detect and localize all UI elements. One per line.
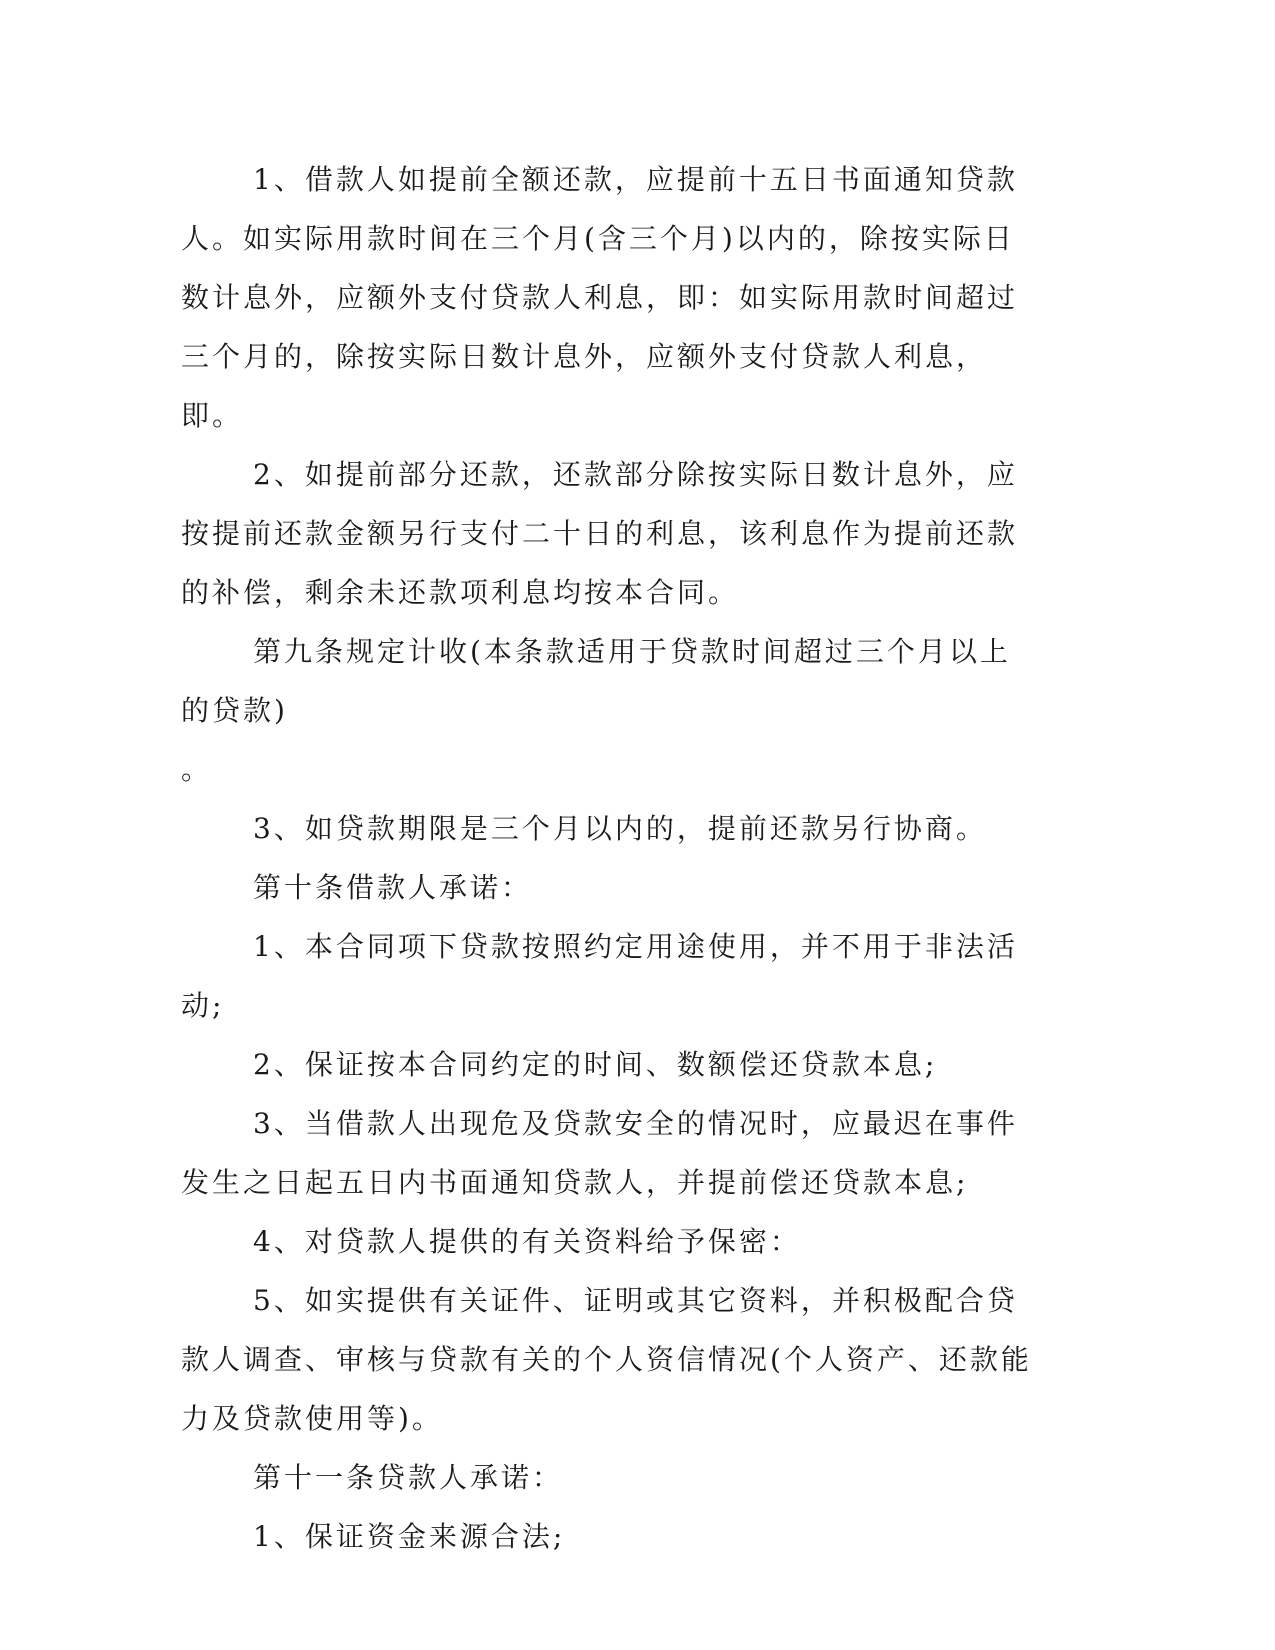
paragraph-prepayment-partial: 2、如提前部分还款，还款部分除按实际日数计息外，应按提前还款金额另行支付二十日的利息，该利息作为提前还款的补偿，剩余未还款项利息均按本合同。 xyxy=(181,458,1019,609)
list-item-borrower-1: 1、本合同项下贷款按照约定用途使用，并不用于非法活动; xyxy=(181,930,1018,1022)
list-item-lender-1: 1、保证资金来源合法; xyxy=(253,1520,566,1553)
paragraph-trailing-period: 。 xyxy=(181,753,213,786)
list-item-borrower-5: 5、如实提供有关证件、证明或其它资料，并积极配合贷款人调查、审核与贷款有关的个人资信情况(个人资产、还款能力及贷款使用等)。 xyxy=(181,1284,1032,1435)
heading-article-10: 第十条借款人承诺： xyxy=(253,871,533,904)
list-item-borrower-2: 2、保证按本合同约定的时间、数额偿还贷款本息; xyxy=(253,1048,938,1081)
paragraph-prepayment-full: 1、借款人如提前全额还款，应提前十五日书面通知贷款人。如实际用款时间在三个月(含三个月)以内的，除按实际日数计息外，应额外支付贷款人利息，即：如实际用款时间超过三个月的，除按实际日数计息外，应额外支付贷款人利息，即。 xyxy=(181,163,1019,432)
paragraph-article-9-clause: 第九条规定计收(本条款适用于贷款时间超过三个月以上的贷款) xyxy=(181,635,1011,727)
list-item-borrower-3: 3、当借款人出现危及贷款安全的情况时，应最迟在事件发生之日起五日内书面通知贷款人，并提前偿还贷款本息; xyxy=(181,1107,1018,1199)
list-item-borrower-4: 4、对贷款人提供的有关资料给予保密： xyxy=(253,1225,801,1258)
paragraph-short-term-prepayment: 3、如贷款期限是三个月以内的，提前还款另行协商。 xyxy=(253,812,987,845)
heading-article-11: 第十一条贷款人承诺： xyxy=(253,1461,564,1494)
document-body xyxy=(181,150,1041,1566)
